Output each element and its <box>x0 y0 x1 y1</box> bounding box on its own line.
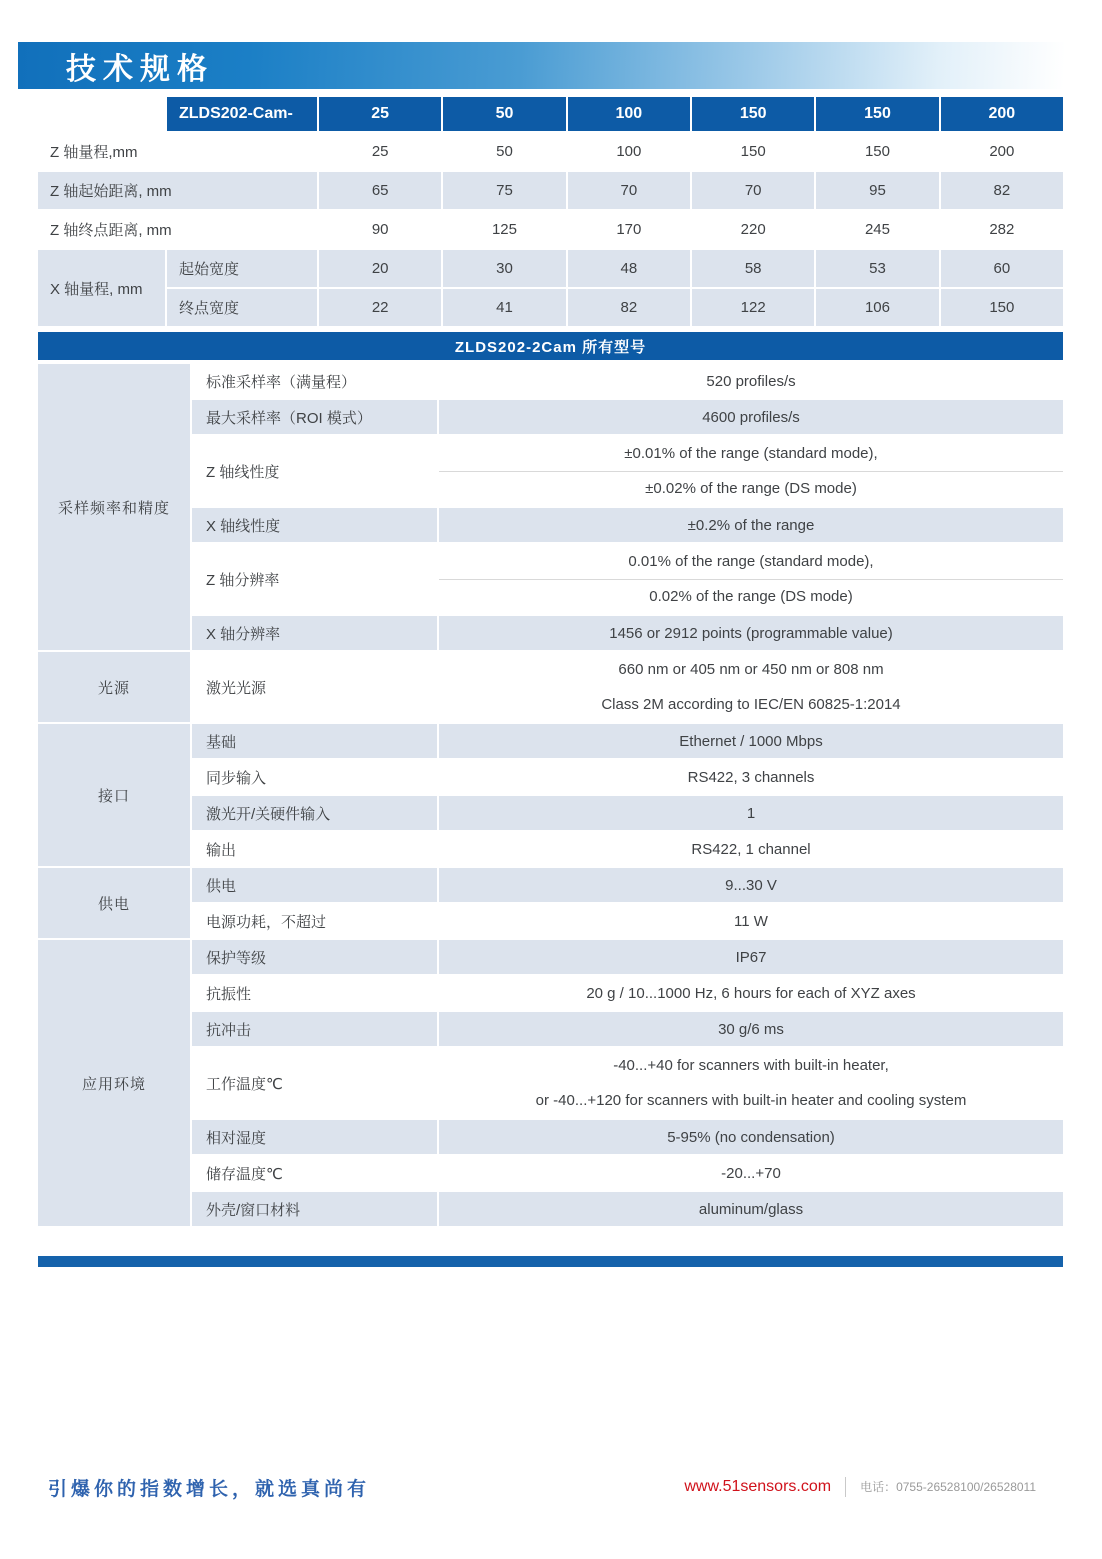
cell-value: 60 <box>941 250 1063 287</box>
spec-value: 0.01% of the range (standard mode), 0.02% of the range (DS mode) <box>439 544 1063 614</box>
spec-label: 工作温度℃ <box>192 1048 437 1118</box>
spec-value: aluminum/glass <box>439 1192 1063 1226</box>
cell-value: 30 <box>443 250 565 287</box>
row-label: X 轴量程, mm <box>38 250 165 326</box>
cell-value: 90 <box>319 211 441 248</box>
cell-value: 70 <box>692 172 814 209</box>
cell-value: 106 <box>816 289 938 326</box>
cell-value: 50 <box>443 133 565 170</box>
divider-bar <box>38 1256 1063 1267</box>
cell-value: 48 <box>568 250 690 287</box>
sub-row-label: 终点宽度 <box>167 289 317 326</box>
spec-value: RS422, 3 channels <box>439 760 1063 794</box>
spec-label: 同步输入 <box>192 760 437 794</box>
column-header: 150 <box>692 97 814 131</box>
cell-value: 100 <box>568 133 690 170</box>
category-label: 光源 <box>38 652 190 722</box>
cell-value: 75 <box>443 172 565 209</box>
cell-value: 170 <box>568 211 690 248</box>
spec-value: -20...+70 <box>439 1156 1063 1190</box>
column-header: 200 <box>941 97 1063 131</box>
spec-label: 外壳/窗口材料 <box>192 1192 437 1226</box>
spec-label: Z 轴分辨率 <box>192 544 437 614</box>
page-title: 技术规格 <box>66 52 214 86</box>
cell-value: 122 <box>692 289 814 326</box>
category-label: 接口 <box>38 724 190 866</box>
spec-label: 相对湿度 <box>192 1120 437 1154</box>
spec-label: 供电 <box>192 868 437 902</box>
spec-label: 电源功耗，不超过 <box>192 904 437 938</box>
spec-value: 4600 profiles/s <box>439 400 1063 434</box>
spec-value: RS422, 1 channel <box>439 832 1063 866</box>
sub-row-label: 起始宽度 <box>167 250 317 287</box>
spec-label: X 轴线性度 <box>192 508 437 542</box>
cell-value: 20 <box>319 250 441 287</box>
spec-label: 储存温度℃ <box>192 1156 437 1190</box>
spec-value: 520 profiles/s <box>439 364 1063 398</box>
spec-value: -40...+40 for scanners with built-in heater, or -40...+120 for scanners with built-in heater and cooling system <box>439 1048 1063 1118</box>
spec-value: 5-95% (no condensation) <box>439 1120 1063 1154</box>
spec-label: 抗振性 <box>192 976 437 1010</box>
cell-value: 282 <box>941 211 1063 248</box>
footer-slogan: 引爆你的指数增长，就选真尚有 <box>48 1478 371 1500</box>
spec-label: 保护等级 <box>192 940 437 974</box>
column-header: 150 <box>816 97 938 131</box>
row-label: Z 轴起始距离, mm <box>38 172 317 209</box>
cell-value: 95 <box>816 172 938 209</box>
footer <box>0 1472 1102 1502</box>
spec-label: Z 轴线性度 <box>192 436 437 506</box>
cell-value: 125 <box>443 211 565 248</box>
cell-value: 245 <box>816 211 938 248</box>
spec-label: 输出 <box>192 832 437 866</box>
spec-value: IP67 <box>439 940 1063 974</box>
spec-label: 激光光源 <box>192 652 437 722</box>
cell-value: 41 <box>443 289 565 326</box>
model-table-header-label: ZLDS202-Cam- <box>167 97 317 131</box>
spec-label: 激光开/关硬件输入 <box>192 796 437 830</box>
cell-value: 53 <box>816 250 938 287</box>
row-label: Z 轴量程,mm <box>38 133 317 170</box>
spec-value: 30 g/6 ms <box>439 1012 1063 1046</box>
spec-value: Ethernet / 1000 Mbps <box>439 724 1063 758</box>
website-link[interactable]: www.51sensors.com <box>684 1478 832 1495</box>
cell-value: 150 <box>816 133 938 170</box>
spec-label: 抗冲击 <box>192 1012 437 1046</box>
category-label: 应用环境 <box>38 940 190 1226</box>
cell-value: 150 <box>692 133 814 170</box>
cell-value: 82 <box>568 289 690 326</box>
spec-label: 最大采样率（ROI 模式） <box>192 400 437 434</box>
column-header: 50 <box>443 97 565 131</box>
row-label: Z 轴终点距离, mm <box>38 211 317 248</box>
series-banner: ZLDS202-2Cam 所有型号 <box>38 332 1063 360</box>
spec-value: ±0.01% of the range (standard mode), ±0.02% of the range (DS mode) <box>439 436 1063 506</box>
cell-value: 25 <box>319 133 441 170</box>
spec-value: 9...30 V <box>439 868 1063 902</box>
cell-value: 22 <box>319 289 441 326</box>
column-header: 25 <box>319 97 441 131</box>
spec-value: 11 W <box>439 904 1063 938</box>
cell-value: 200 <box>941 133 1063 170</box>
spec-value: ±0.2% of the range <box>439 508 1063 542</box>
title-bar <box>18 42 1064 89</box>
column-header: 100 <box>568 97 690 131</box>
model-table <box>38 97 1063 326</box>
cell-value: 220 <box>692 211 814 248</box>
cell-value: 58 <box>692 250 814 287</box>
spec-value: 660 nm or 405 nm or 450 nm or 808 nm Class 2M according to IEC/EN 60825-1:2014 <box>439 652 1063 722</box>
cell-value: 82 <box>941 172 1063 209</box>
spec-value: 1 <box>439 796 1063 830</box>
spec-label: 标准采样率（满量程） <box>192 364 437 398</box>
spec-label: 基础 <box>192 724 437 758</box>
cell-value: 70 <box>568 172 690 209</box>
cell-value: 65 <box>319 172 441 209</box>
category-label: 采样频率和精度 <box>38 364 190 650</box>
category-label: 供电 <box>38 868 190 938</box>
spec-label: X 轴分辨率 <box>192 616 437 650</box>
footer-contact <box>684 1477 1036 1497</box>
spec-value: 1456 or 2912 points (programmable value) <box>439 616 1063 650</box>
spec-value: 20 g / 10...1000 Hz, 6 hours for each of XYZ axes <box>439 976 1063 1010</box>
spec-table <box>38 364 1063 1226</box>
phone-number: 电话：0755-26528100/26528011 <box>845 1477 1036 1497</box>
cell-value: 150 <box>941 289 1063 326</box>
